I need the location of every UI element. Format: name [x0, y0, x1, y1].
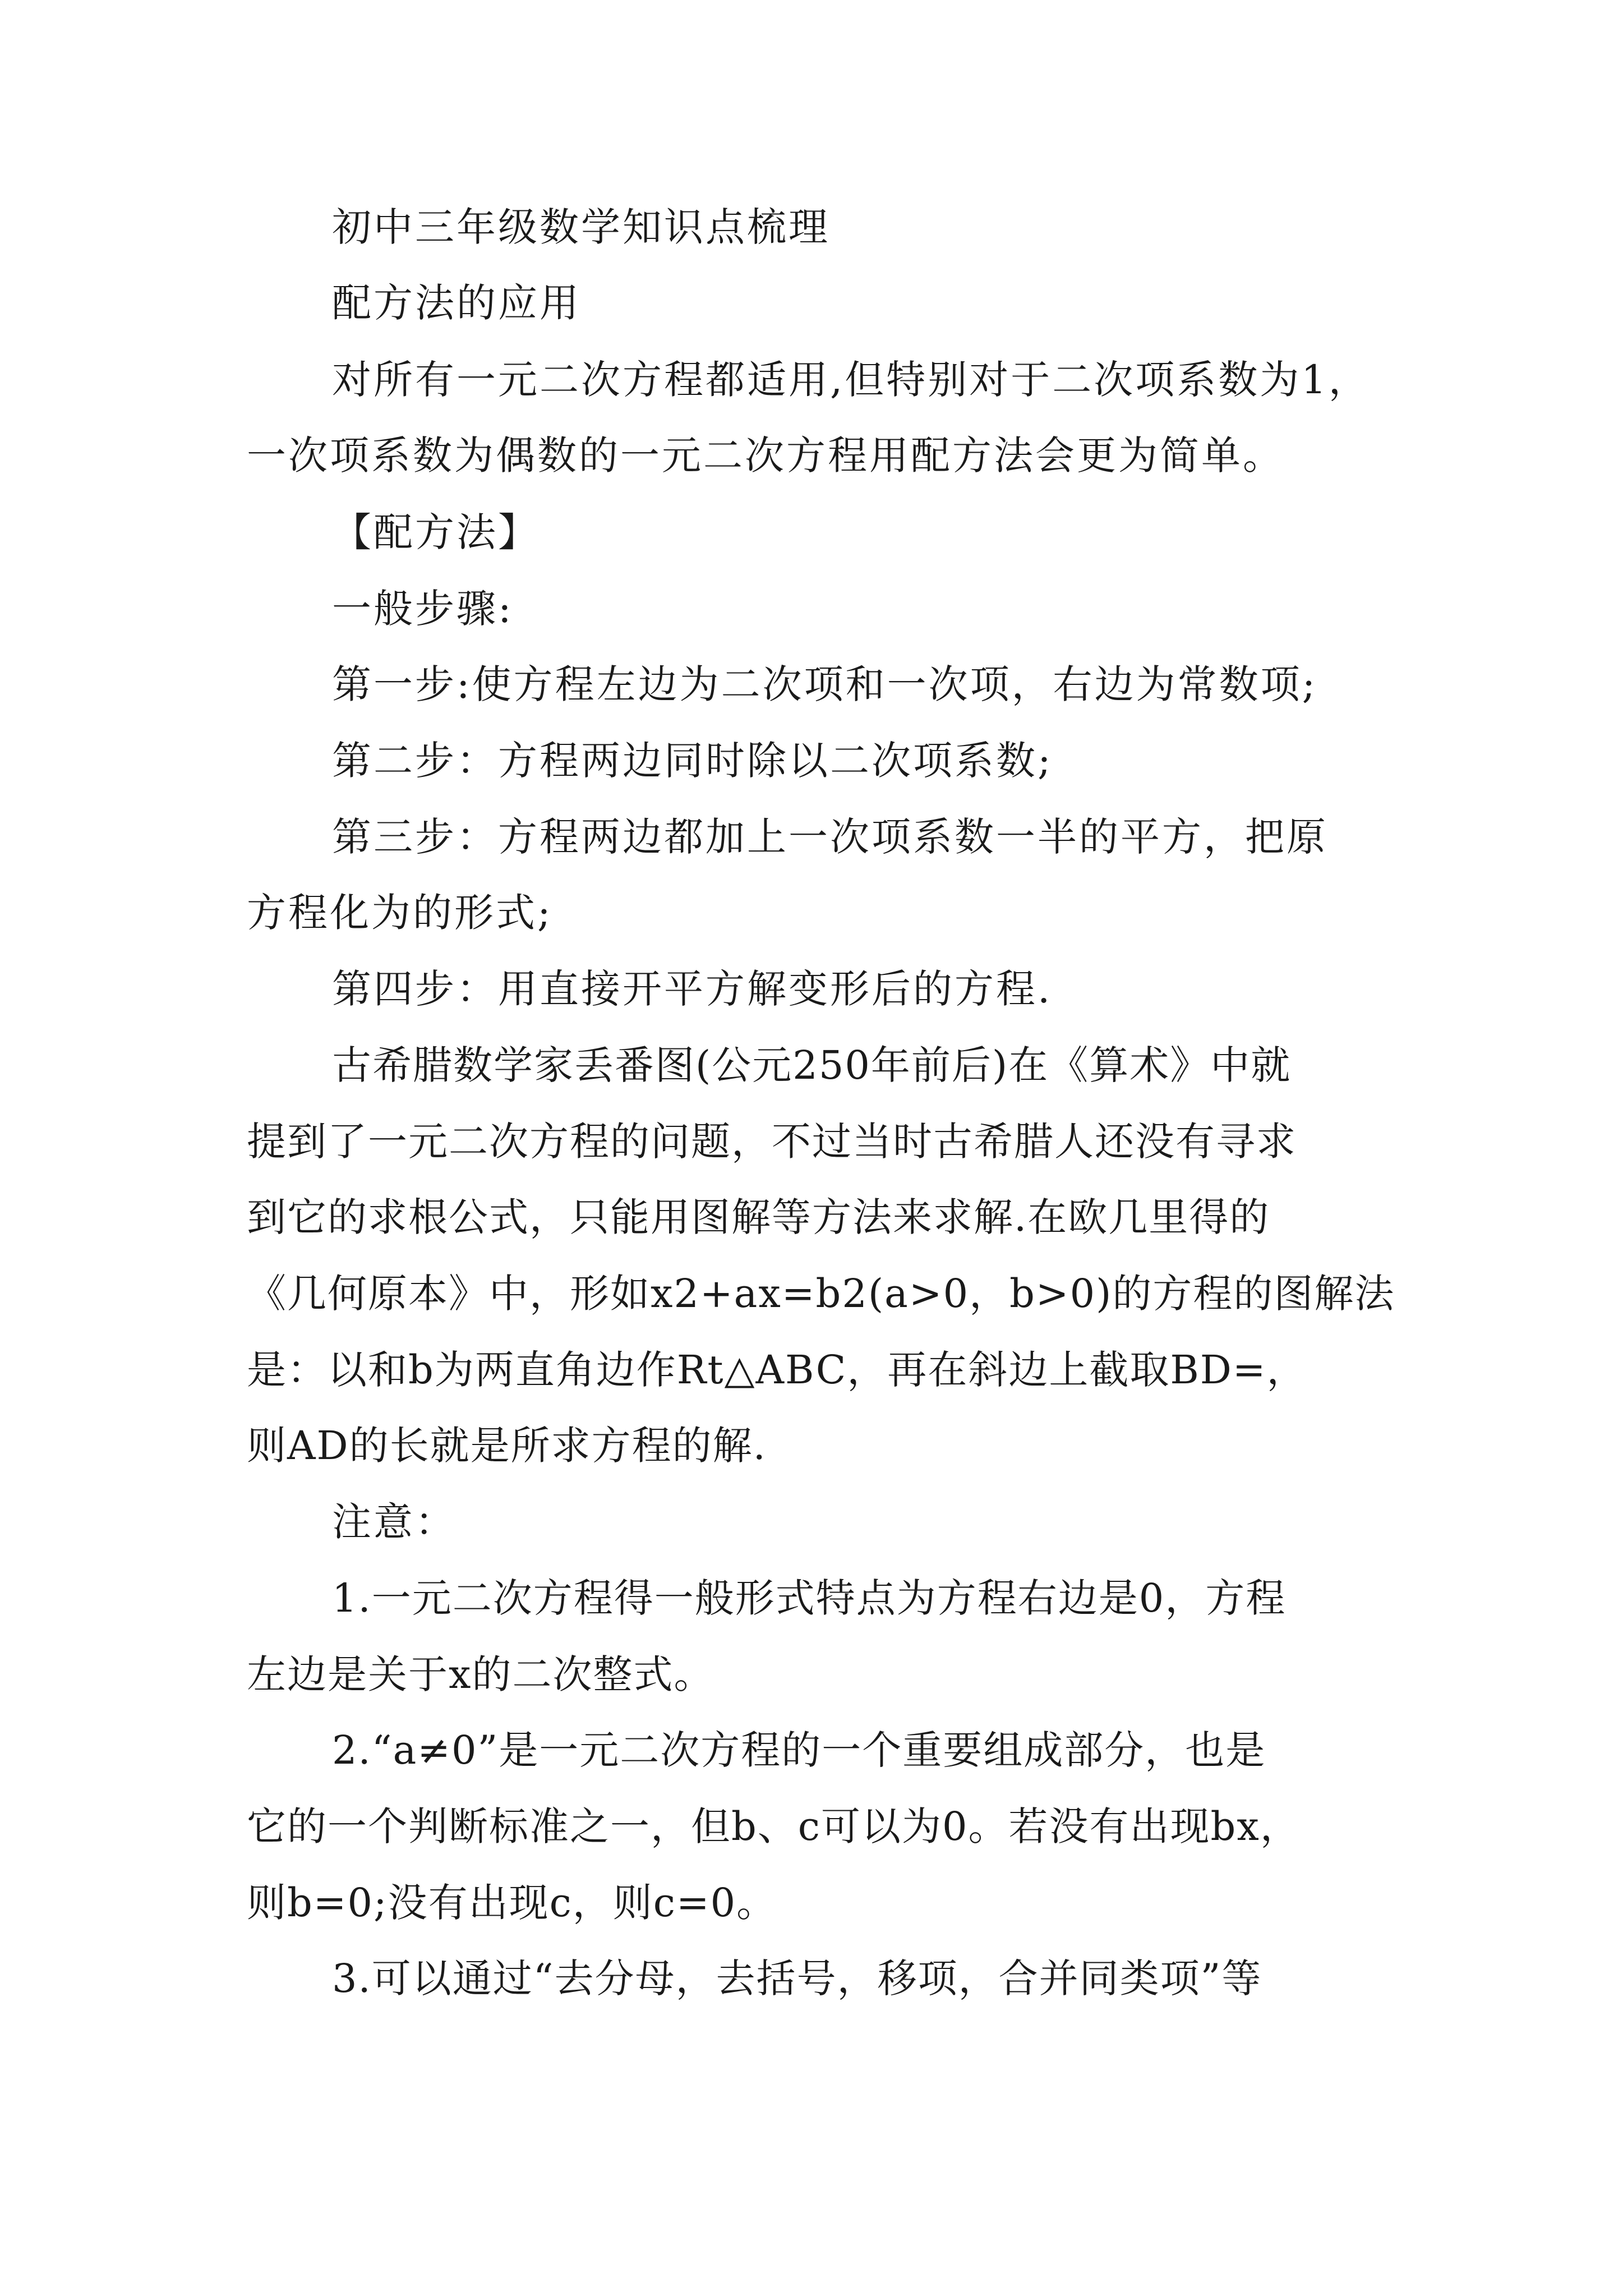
steps-heading: 一般步骤:: [332, 586, 514, 632]
method-heading: 【配方法】: [332, 509, 540, 555]
history-line-5: 是：以和b为两直角边作Rt△ABC，再在斜边上截取BD=，: [247, 1347, 1307, 1393]
step-line-4: 方程化为的形式;: [247, 890, 553, 936]
notes-heading: 注意：: [332, 1499, 457, 1545]
document-title: 初中三年级数学知识点梳理: [332, 204, 830, 250]
note-line-3: 2.“a≠0”是一元二次方程的一个重要组成部分，也是: [332, 1727, 1266, 1773]
step-line-5: 第四步：用直接开平方解变形后的方程.: [332, 966, 1053, 1012]
note-line-5: 则b=0;没有出现c，则c=0。: [247, 1880, 777, 1926]
history-line-6: 则AD的长就是所求方程的解.: [247, 1423, 767, 1469]
history-line-1: 古希腊数学家丢番图(公元250年前后)在《算术》中就: [332, 1042, 1292, 1088]
history-line-4: 《几何原本》中，形如x2+ax=b2(a>0，b>0)的方程的图解法: [247, 1271, 1395, 1317]
note-line-4: 它的一个判断标准之一，但b、c可以为0。若没有出现bx，: [247, 1803, 1301, 1849]
intro-line-2: 一次项系数为偶数的一元二次方程用配方法会更为简单。: [247, 432, 1284, 478]
intro-line-1: 对所有一元二次方程都适用,但特别对于二次项系数为1，: [332, 357, 1370, 403]
step-line-1: 第一步:使方程左边为二次项和一次项，右边为常数项;: [332, 661, 1318, 707]
note-line-1: 1.一元二次方程得一般形式特点为方程右边是0，方程: [332, 1575, 1287, 1621]
history-line-3: 到它的求根公式，只能用图解等方法来求解.在欧几里得的: [247, 1194, 1270, 1240]
note-line-6: 3.可以通过“去分母，去括号，移项，合并同类项”等: [332, 1955, 1262, 2001]
step-line-2: 第二步：方程两边同时除以二次项系数;: [332, 738, 1053, 784]
history-line-2: 提到了一元二次方程的问题，不过当时古希腊人还没有寻求: [247, 1119, 1297, 1165]
section-title: 配方法的应用: [332, 280, 581, 326]
note-line-2: 左边是关于x的二次整式。: [247, 1651, 714, 1697]
step-line-3: 第三步：方程两边都加上一次项系数一半的平方，把原: [332, 814, 1328, 860]
